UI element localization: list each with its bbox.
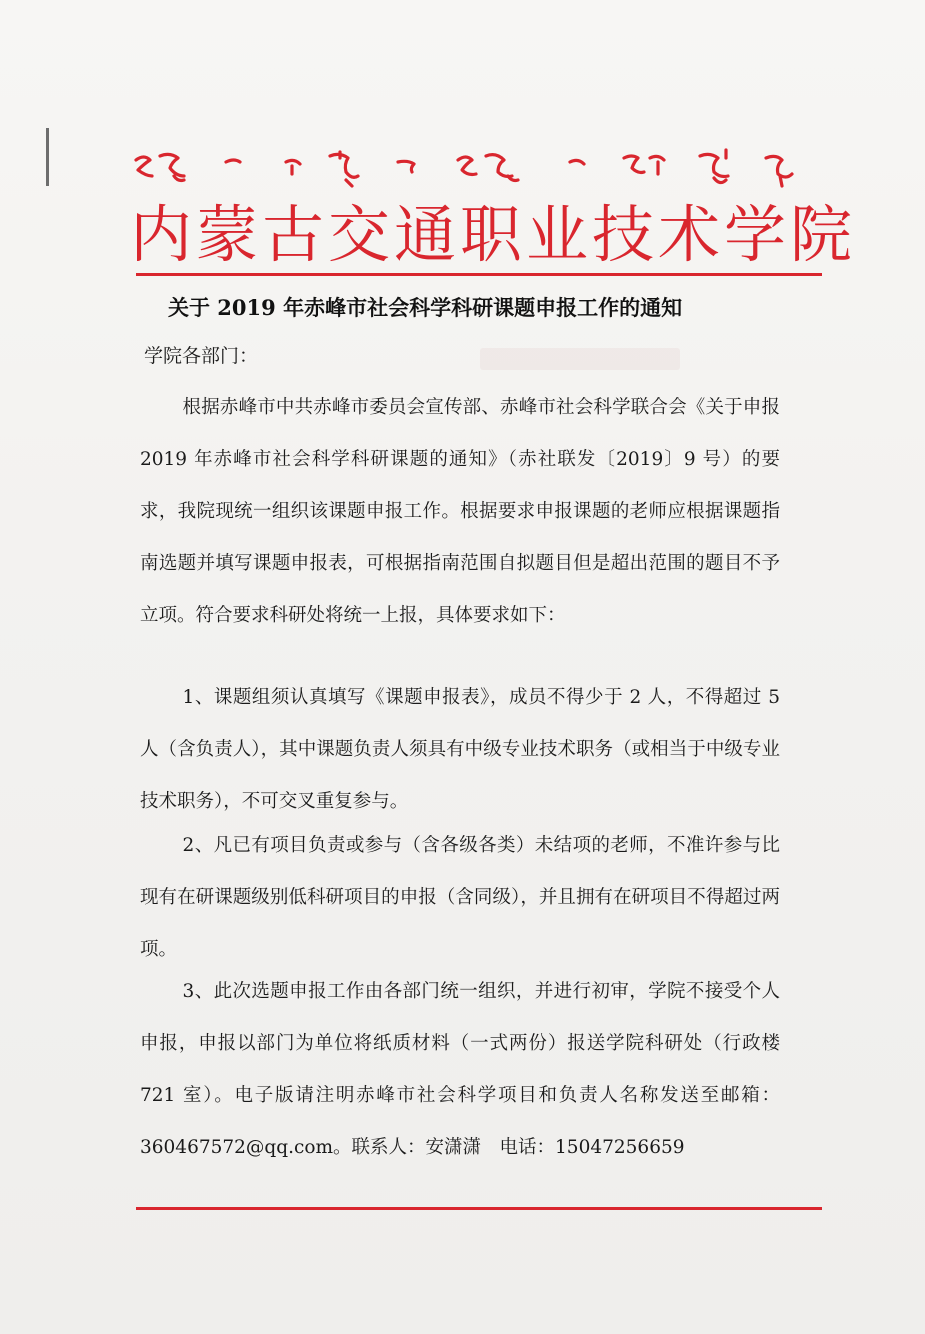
page-margin-mark	[46, 128, 49, 186]
mongolian-school-name-logo	[130, 146, 820, 192]
salutation: 学院各部门：	[144, 345, 259, 367]
school-name: 内蒙古交通职业技术学院	[130, 198, 857, 271]
paragraph-intro: 根据赤峰市中共赤峰市委员会宣传部、赤峰市社会科学联合会《关于申报 2019 年赤峰市社会科学科研课题的通知》（赤社联发〔2019〕9 号）的要求，我院现统一组织该课题申报工作。根据要求申报课题的老师应根据课题指南选题并填写课题申报表，可根据指南范围自拟题目但是超出范围的题目不予立项。符合要求科研处将统一上报，具体要求如下：	[140, 397, 780, 626]
paragraph-requirement-2: 2、凡已有项目负责或参与（含各级各类）未结项的老师，不准许参与比现有在研课题级别低科研项目的申报（含同级），并且拥有在研项目不得超过两项。	[140, 835, 780, 960]
notice-title: 关于 2019 年赤峰市社会科学科研课题申报工作的通知	[168, 295, 683, 320]
header-red-rule	[136, 273, 822, 276]
footer-red-rule	[136, 1207, 822, 1210]
paragraph-requirement-1: 1、课题组须认真填写《课题申报表》，成员不得少于 2 人，不得超过 5 人（含负责人），其中课题负责人须具有中级专业技术职务（或相当于中级专业技术职务），不可交叉重复参与。	[140, 687, 780, 812]
faint-stamp-mark	[480, 348, 680, 370]
paragraph-requirement-3: 3、此次选题申报工作由各部门统一组织，并进行初审，学院不接受个人申报，申报以部门为单位将纸质材料（一式两份）报送学院科研处（行政楼 721 室）。电子版请注明赤峰市社会科学项目和负责人名称发送至邮箱：360467572@qq.com。联系人：安潇潇 电话：15047256659	[140, 981, 780, 1158]
